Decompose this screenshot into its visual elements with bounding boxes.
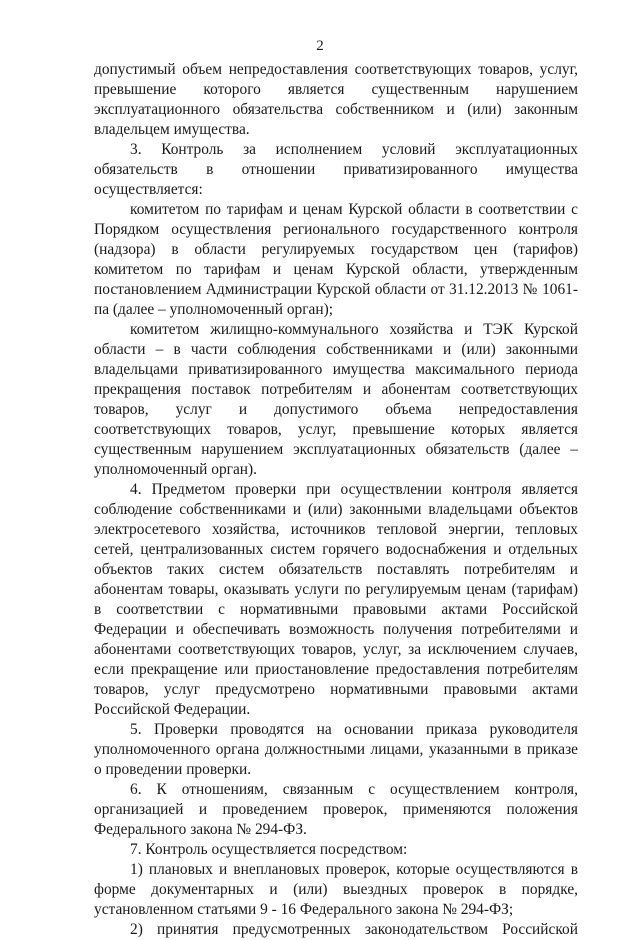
paragraph-tariff-committee: комитетом по тарифам и ценам Курской области в соответствии с Порядком осуществления регионального государственного контроля (надзора) в области регулируемых государством цен (тарифов) комитетом по тарифам и ценам Курской области, утвержденным постановлением Администрации Курской области от 31.12.2013 № 1061-па (далее – уполномоченный орган); — [94, 201, 578, 318]
paragraph-item-5: 5. Проверки проводятся на основании приказа руководителя уполномоченного органа должностными лицами, указанными в приказе о проведении проверки. — [94, 721, 578, 778]
page-number: 2 — [316, 38, 324, 54]
paragraph-continuation: допустимый объем непредоставления соответствующих товаров, услуг, превышение которого является существенным нарушением эксплуатационного обязательства собственником и (или) законным владельцем имущества. — [94, 61, 578, 138]
paragraph-item-7-1: 1) плановых и внеплановых проверок, которые осуществляются в форме документарных и (или) выездных проверок в порядке, установленном статьями 9 - 16 Федерального закона № 294-ФЗ; — [94, 861, 578, 918]
paragraph-item-7: 7. Контроль осуществляется посредством: — [130, 841, 408, 858]
paragraph-item-6: 6. К отношениям, связанным с осуществлением контроля, организацией и проведением проверок, применяются положения Федерального закона № 294-ФЗ. — [94, 781, 578, 838]
paragraph-item-4: 4. Предметом проверки при осуществлении контроля является соблюдение собственниками и (или) законными владельцами объектов электросетевого хозяйства, источников тепловой энергии, тепловых сетей, централизованных систем горячего водоснабжения и отдельных объектов таких систем обязательств поставлять потребителям и абонентам товары, оказывать услуги по регулируемым ценам (тарифам) в соответствии с нормативными правовыми актами Российской Федерации и обеспечивать возможность получения потребителями и абонентами соответствующих товаров, услуг, за исключением случаев, если прекращение или приостановление предоставления потребителям товаров, услуг предусмотрено нормативными правовыми актами Российской Федерации. — [94, 481, 578, 718]
document-body — [94, 60, 578, 940]
paragraph-housing-committee: комитетом жилищно-коммунального хозяйства и ТЭК Курской области – в части соблюдения собственниками и (или) законными владельцами приватизированного имущества максимального периода прекращения поставок потребителям и абонентам соответствующих товаров, услуг и допустимого объема непредоставления соответствующих товаров, услуг, превышение которых является существенным нарушением эксплуатационных обязательств (далее – уполномоченный орган). — [94, 321, 578, 478]
paragraph-item-3: 3. Контроль за исполнением условий эксплуатационных обязательств в отношении приватизированного имущества осуществляется: — [94, 141, 578, 198]
paragraph-item-7-2: 2) принятия предусмотренных законодательством Российской — [130, 921, 578, 938]
